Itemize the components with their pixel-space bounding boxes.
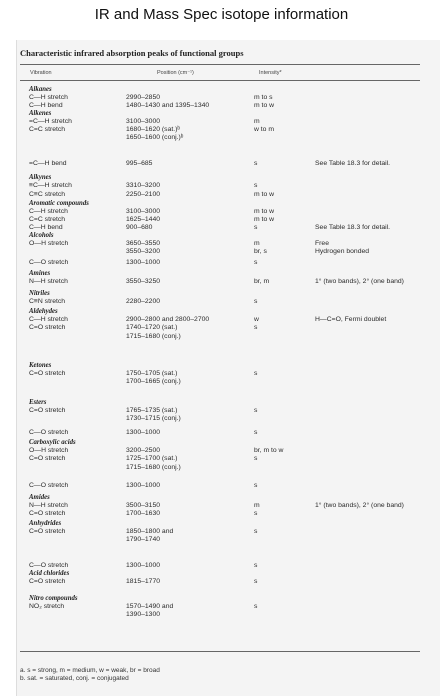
intensity-cell: s [254, 160, 258, 167]
group-heading: Amines [29, 270, 51, 277]
position-cell: 3500–3150 1700–1630 [126, 502, 161, 518]
vibration-cell: C=O stretch [29, 578, 66, 585]
group-heading: Alkynes [29, 174, 52, 181]
position-cell: 3100–3000 [126, 118, 161, 125]
vibration-cell: C—O stretch [29, 562, 69, 569]
intensity-cell: m to w [254, 208, 275, 215]
vibration-cell: C—O stretch [29, 482, 69, 489]
position-cell: 1300–1000 [126, 482, 161, 489]
vibration-cell: C—H stretch [29, 94, 68, 101]
header-position: Position (cm⁻¹) [157, 70, 194, 76]
comment-cell: 1° (two bands), 2° (one band) [315, 502, 404, 509]
intensity-cell: m to w [254, 216, 275, 223]
group-heading: Alkanes [29, 86, 52, 93]
table-title: Characteristic infrared absorption peaks of functional groups [20, 48, 244, 58]
intensity-cell: s [254, 182, 258, 189]
position-cell: 2990–2850 [126, 94, 161, 101]
vibration-cell: C=O stretch [29, 407, 66, 414]
table-bottom-rule [20, 651, 420, 652]
position-cell: 3100–3000 [126, 208, 161, 215]
position-cell: 1815–1770 [126, 578, 161, 585]
vibration-cell: C—H bend [29, 224, 63, 231]
intensity-cell: br, m to w s [254, 447, 284, 463]
vibration-cell: NO₂ stretch [29, 603, 65, 610]
header-vibration: Vibration [30, 70, 52, 76]
position-cell: 2900–2800 and 2800–2700 1740–1720 (sat.) 1715–1680 (conj.) [126, 316, 210, 340]
position-cell: 1850–1800 and 1790–1740 [126, 528, 174, 544]
group-heading: Esters [29, 399, 47, 406]
position-cell: 3650–3550 3550–3200 [126, 240, 161, 256]
vibration-cell: C=C stretch [29, 216, 66, 223]
intensity-cell: br, m [254, 278, 270, 285]
vibration-cell: C≡N stretch [29, 298, 66, 305]
vibration-cell: N—H stretch [29, 278, 68, 285]
footnote-a: a. s = strong, m = medium, w = weak, br = broad [20, 667, 160, 674]
position-cell: 1300–1000 [126, 429, 161, 436]
intensity-cell: m s [254, 502, 260, 518]
vibration-cell: C—O stretch [29, 259, 69, 266]
intensity-cell: m br, s [254, 240, 267, 256]
vibration-cell: C≡C stretch [29, 191, 66, 198]
vibration-cell: =C—H stretch [29, 118, 72, 125]
group-heading: Carboxylic acids [29, 439, 76, 446]
position-cell: 1750–1705 (sat.) 1700–1665 (conj.) [126, 370, 181, 386]
position-cell: 1300–1000 [126, 562, 161, 569]
vibration-cell: C=C stretch [29, 126, 66, 133]
comment-cell: Free Hydrogen bonded [315, 240, 370, 256]
intensity-cell: s [254, 482, 258, 489]
group-heading: Nitro compounds [29, 595, 78, 602]
intensity-cell: s [254, 298, 258, 305]
intensity-cell: s [254, 259, 258, 266]
group-heading: Acid chlorides [29, 570, 70, 577]
group-heading: Alkenes [29, 110, 52, 117]
position-cell: 3310–3200 [126, 182, 161, 189]
group-heading: Aromatic compounds [29, 200, 89, 207]
intensity-cell: s [254, 224, 258, 231]
intensity-cell: s [254, 370, 258, 377]
position-cell: 2250–2100 [126, 191, 161, 198]
group-heading: Ketones [29, 362, 52, 369]
group-heading: Anhydrides [29, 520, 62, 527]
header-rule [20, 80, 420, 81]
position-cell: 1570–1490 and 1390–1300 [126, 603, 174, 619]
vibration-cell: C=O stretch [29, 370, 66, 377]
intensity-cell: s [254, 562, 258, 569]
position-cell: 1300–1000 [126, 259, 161, 266]
intensity-cell: w s [254, 316, 259, 332]
intensity-cell: s [254, 603, 258, 610]
intensity-cell: w to m [254, 126, 275, 133]
footnote-b: b. sat. = saturated, conj. = conjugated [20, 675, 129, 682]
intensity-cell: m to w [254, 102, 275, 109]
comment-cell: H—C=O, Fermi doublet [315, 316, 387, 323]
position-cell: 2280–2200 [126, 298, 161, 305]
vibration-cell: C—H stretch C=O stretch [29, 316, 68, 332]
page-title: IR and Mass Spec isotope information [94, 6, 349, 23]
vibration-cell: N—H stretch C=O stretch [29, 502, 68, 518]
position-cell: 900–680 [126, 224, 153, 231]
intensity-cell: m to w [254, 191, 275, 198]
intensity-cell: m to s [254, 94, 273, 101]
intensity-cell: s [254, 578, 258, 585]
vibration-cell: C=O stretch [29, 528, 66, 535]
position-cell: 1625–1440 [126, 216, 161, 223]
position-cell: 995–685 [126, 160, 153, 167]
position-cell: 1765–1735 (sat.) 1730–1715 (conj.) [126, 407, 181, 423]
footnotes [20, 667, 160, 683]
vibration-cell: C—O stretch [29, 429, 69, 436]
vibration-cell: O—H stretch C=O stretch [29, 447, 69, 463]
comment-cell: See Table 18.3 for detail. [315, 224, 391, 231]
intensity-cell: m [254, 118, 260, 125]
table-top-rule [20, 64, 420, 65]
position-cell: 3200–2500 1725–1700 (sat.) 1715–1680 (conj.) [126, 447, 181, 471]
vibration-cell: =C—H bend [29, 160, 67, 167]
vibration-cell: ≡C—H stretch [29, 182, 72, 189]
header-intensity: Intensity* [259, 70, 282, 76]
vibration-cell: O—H stretch [29, 240, 69, 247]
vibration-cell: C—H stretch [29, 208, 68, 215]
intensity-cell: s [254, 528, 258, 535]
group-heading: Aldehydes [29, 308, 58, 315]
comment-cell: See Table 18.3 for detail. [315, 160, 391, 167]
group-heading: Amides [29, 494, 50, 501]
position-cell: 1480–1430 and 1395–1340 [126, 102, 210, 109]
comment-cell: 1° (two bands), 2° (one band) [315, 278, 404, 285]
intensity-cell: s [254, 429, 258, 436]
intensity-cell: s [254, 407, 258, 414]
vibration-cell: C—H bend [29, 102, 63, 109]
position-cell: 1680–1620 (sat.)ᵇ 1650–1600 (conj.)ᵇ [126, 126, 184, 142]
position-cell: 3550–3250 [126, 278, 161, 285]
group-heading: Alcohols [29, 232, 54, 239]
group-heading: Nitriles [29, 290, 50, 297]
